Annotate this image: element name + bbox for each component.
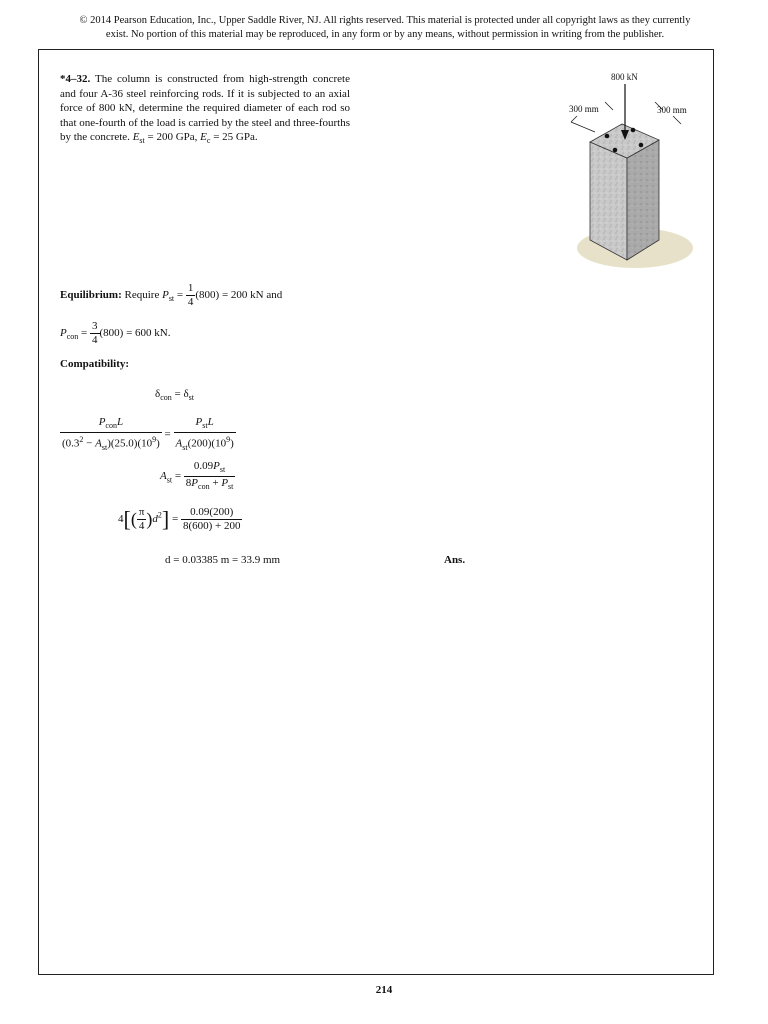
dim-label-right: 300 mm xyxy=(657,105,687,115)
problem-statement xyxy=(60,72,350,149)
pst-value: (800) = 200 kN and xyxy=(195,289,283,302)
load-label: 800 kN xyxy=(611,72,638,82)
dim-label-left: 300 mm xyxy=(569,104,599,114)
page-number: 214 xyxy=(375,984,393,996)
compatibility-heading: Compatibility: xyxy=(60,358,130,370)
copyright-notice xyxy=(40,14,730,42)
diameter-equation: 4[( $\frac{\pi}{4}$ )$d^2$] = $\frac{0.09(200)}{8(600) + 200}$ xyxy=(118,506,241,532)
delta-equation: $\delta_{con} = \delta_{st}$ xyxy=(155,388,194,403)
problem-text: The column is constructed from high-strength concrete and four A-36 steel reinforcing rods. If it is subjected to an axial force of 800 kN, determine the required diameter of each rod so that one-fourth of the load is carried by the steel and three-fourths by the concrete. xyxy=(60,73,350,143)
pcon-line: $P_{con}$ = $\frac{3}{4}$ (800) = 600 kN. xyxy=(60,320,171,346)
pcon-value: (800) = 600 kN. xyxy=(99,327,171,340)
rod-4 xyxy=(613,148,618,153)
strain-equation: $\frac{P_{con}L}{(0.3^2 - A_{st})(25.0)(10^9)}$ = $\frac{P_{st}L}{A_{st}(200)(10^9)}$ xyxy=(62,416,234,453)
answer-line xyxy=(165,554,280,566)
moduli-rendered: $E_{st} = 200$ GPa, $E_c = 25$ GPa. xyxy=(132,131,258,146)
column-illustration xyxy=(555,70,705,280)
column-right-face xyxy=(627,140,659,260)
copyright-line-1: © 2014 Pearson Education, Inc., Upper Saddle River, NJ. All rights reserved. This material is protected under all copyright laws as they currently xyxy=(79,15,691,26)
area-equation: $A_{st}$ = $\frac{0.09P_{st}}{8P_{con} + P_{st}}$ xyxy=(160,460,234,492)
copyright-line-2: exist. No portion of this material may be reproduced, in any form or by any means, without permission in writing from the publisher. xyxy=(105,29,665,40)
answer-value: d = 0.03385 m = 33.9 mm xyxy=(165,554,281,566)
column-left-face xyxy=(590,142,627,260)
equilibrium-heading: Equilibrium: xyxy=(60,289,122,302)
rod-3 xyxy=(639,143,644,148)
equilibrium-line: Equilibrium: Require $P_{st}$ = $\frac{1}{4}$ (800) = 200 kN and xyxy=(60,282,283,308)
column-figure xyxy=(555,70,705,280)
rod-1 xyxy=(605,134,610,139)
ans-label: Ans. xyxy=(444,554,466,566)
require-text: Require xyxy=(124,289,160,302)
rod-2 xyxy=(631,128,636,133)
problem-number: *4–32. xyxy=(60,73,91,85)
